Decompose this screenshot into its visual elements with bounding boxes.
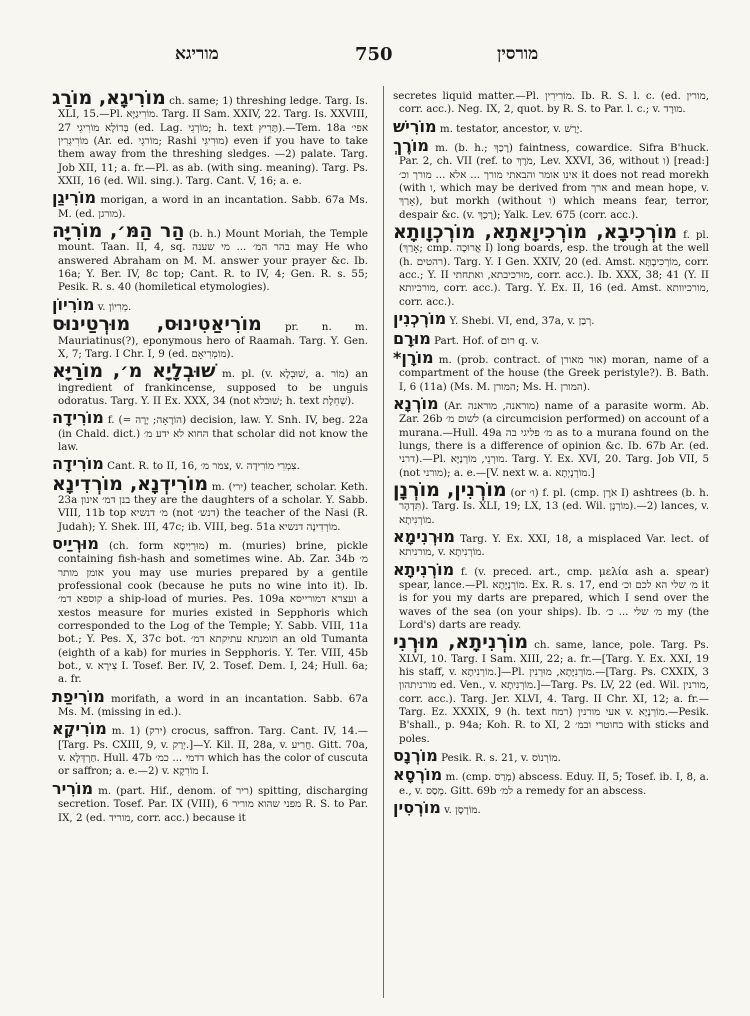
entry-definition: (ch. form מוּרְיְיסָא) m. (muries) brine, pickle containing fish-hash and sometimes wine. Ab. Zar. 34b מ׳ אומן מותר you may use muries prepared by a gentile professional cook (because he puts no wine into it). Ib. קוספא דמ׳ a ship-load of muries. Pes. 109a ועצרא דמורייסא a xestos measure for muries existed in Sepphoris which corresponded to the Log of the Temple; Y. Sabb. VIII, 11a bot.; Y. Pes. X, 37c bot. תומנתא עתיקתא דמ׳ an old Tumanta (eighth of a kab) for muries in Sepphoris. Y. Ter. VIII, 45b bot., v. צִירָא I. Tosef. Ber. IV, 2. Tosef. Dem. I, 24; Hull. 6a; a. fr. — [58, 539, 368, 686]
entry-headword: מוּרָם — [393, 328, 431, 348]
entry-headword: מוּרְיַיס — [52, 533, 99, 553]
dictionary-entry — [393, 526, 709, 560]
dictionary-entry — [52, 220, 368, 295]
entry-definition: v. מוֹרְסָן. — [444, 804, 481, 817]
entry-headword: מוֹרְסָא — [393, 765, 443, 785]
dictionary-entry — [52, 533, 368, 687]
entry-definition: m. (part. Hif., denom. of ריר) spitting, discharging secretion. Tosef. Par. IX (VIII), 6 מפני שהוא מוריר R. S. to Par. IX, 2 (ed. מוריד, corr. acc.) because it — [58, 784, 368, 824]
entry-headword: מוֹרְנִין, מוֹרְנָן — [393, 478, 507, 501]
entry-definition: ch. same, lance, pole. Targ. Ps. XLVI, 10. Targ. I Sam. XIII, 22; a. fr.—[Targ. Y. Ex. XXI, 19 his staff, v. מוֹרְנִיתָא.]—Pl. מוֹרְנִיָּתָא, מוּרְנִין.—[Targ. Ps. CXXIX, 3 מורניתהון ed. Ven., v. מוֹרְנִיתָא.]—Targ. Ps. LV, 22 (ed. Wil. מורנין, corr. acc.). Targ. Jer. XLVI, 4. Targ. II Chr. XI, 12; a. fr.—Targ. Ez. XXXIX, 9 (h. text רמח) אעי מורנין v. מוֹרְנָיָא.—Pesik. B'shall., p. 94a; Koh. R. to XI, 2 בחוטרי ובמ׳ with sticks and poles. — [399, 639, 709, 745]
dictionary-entry — [393, 478, 709, 527]
dictionary-entry — [393, 90, 709, 117]
entry-definition: pr. n. m. Mauriatinus(?), eponymous hero of Raamah. Targ. Y. Gen. X, 7; Targ. I Chr. I, 9 (ed. מוֹמְרִיאָם). — [58, 321, 368, 360]
dictionary-entry — [393, 138, 709, 222]
page-number: 750 — [355, 44, 393, 65]
dictionary-entry — [393, 800, 709, 817]
entry-definition: f. pl. (אָרַךְ; cmp. אֲרוּכָה I) long boards, esp. the trough at the well (h. רהטים). Targ. Y. I Gen. XXIV, 20 (ed. Amst. מוֹרְכִיבָתָּא, corr. acc.; Y. II מוּרכיבתא, ואתחתי, corr. acc.). Ib. XXX, 38; 41 (Y. II מורכיותא, corr. acc.). Targ. Y. Ex. II, 16 (ed. Amst. מורכיוותא, corr. acc.). — [399, 229, 709, 308]
entry-headword: מוֹרִיאַטִינוּס, מוּרְטַינוּס — [52, 313, 262, 336]
dictionary-entry — [52, 294, 368, 314]
left-column — [52, 90, 368, 1000]
entry-headword: מוֹרִיגַן — [52, 188, 97, 208]
dictionary-entry — [393, 347, 709, 394]
dictionary-entry — [52, 778, 368, 825]
page-header — [0, 44, 750, 72]
entry-headword: מוֹרֶךְ — [393, 136, 429, 156]
dictionary-entry — [393, 328, 709, 348]
entry-definition: morigan, a word in an incantation. Sabb. 67a Ms. M. (ed. מורגן). — [58, 194, 368, 220]
entry-headword: מוֹרִיר — [52, 778, 94, 798]
entry-definition: secretes liquid matter.—Pl. מוֹרִירִין. Ib. R. S. l. c. (ed. מורין, corr. acc.). Neg. IX, 2, quot. by R. S. to Par. l. c.; v. מוּרָד. — [393, 90, 709, 116]
entry-headword: הַר הַמּ׳, מוֹרִיָּה — [52, 220, 185, 243]
dictionary-entry — [52, 456, 368, 473]
entry-headword: שׁוּבְלָיָא מ׳, מוֹרַיָּא — [52, 360, 216, 383]
entry-definition: f. (v. preced. art., cmp. μελία ash a. spear) spear, lance.—Pl. מוֹרְנָיָּתָא. Ex. R. s. 17, end מ׳ שלי הא לכם וכ׳ it is for you my darts are prepared, which I send over the waves of the sea (on your ships). Ib. מ׳ שלי ... כ׳ my (the Lord's) darts are ready. — [399, 565, 709, 632]
entry-definition: m. (b. h.; רָכַךְ) faintness, cowardice. Sifra B'huck. Par. 2, ch. VII (ref. to מֹרֶךְ, Lev. XXVI, 36, without ו) [read:] אינו אומר והבאתי מורך ... אלא ... מורך וכ׳ it does not read morekh (with ו, which may be derived from ארך and mean hope, v. אָרַךְ), but morkh (without ו) which means fear, terror, despair &c. (v. רָכַךְ); Yalk. Lev. 675 (corr. acc.). — [399, 142, 709, 221]
entry-headword: מוֹרְנִיתָא, מוּרְנִי — [393, 631, 529, 654]
entry-definition: f. (= הוֹרָאָה; יָרָה) decision, law. Y. Snh. IV, beg. 22a (in Chald. dict.) החוא לא ידע מ׳ that scholar did not know the law. — [58, 414, 368, 453]
dictionary-entry — [393, 393, 709, 480]
entry-headword: מוֹרְסִין — [393, 798, 441, 818]
entry-headword: מוֹרְנִיתָא — [393, 559, 455, 579]
entry-definition: m. (cmp. מְרַס) abscess. Eduy. II, 5; Tosef. ib. I, 8, a. e., v. מְסַס. Gitt. 69b למ׳ a remedy for an abscess. — [399, 771, 709, 797]
entry-headword: מוֹרִידְנָא, מוֹרְדִינָא — [52, 472, 209, 495]
dictionary-entry — [393, 311, 709, 328]
entry-headword: מוּרְנִימָא — [393, 526, 455, 546]
entry-headword: מוֹרִידָה — [52, 454, 104, 474]
entry-definition: m. 1) (ירק) crocus, saffron. Targ. Cant. IV, 14.—[Targ. Ps. CXIII, 9, v. יְרַק.]—Y. Kil. II, 28a, v. חֲרִיע. Gitt. 70a, v. חַרְדְּלָא. Hull. 47b דדמי ... כמ׳ which has the color of cuscuta or saffron; a. e.—2) v. מוֹרִקָא I. — [58, 725, 368, 778]
entry-definition: m. pl. (v. שׁוּבְלָא, a. מוֹר) an ingredient of frankincense, supposed to be unguis odoratus. Targ. Y. II Ex. XXX, 34 (not שׁוּבלא; h. text שְׁחֵלֶת). — [58, 368, 368, 407]
dictionary-entry — [393, 559, 709, 633]
entry-headword: מוֹרִיפַת — [52, 686, 105, 706]
entry-definition: Targ. Y. Ex. XXI, 18, a misplaced Var. lect. of מורניתא, v. מוֹרְנִיתָא. — [399, 532, 709, 559]
entry-definition: Cant. R. to II, 16, צמר מ׳, v. צִמְרִי מוֹרִידָה. — [107, 460, 300, 473]
entry-headword: מוֹרְנָא — [393, 393, 439, 413]
entry-definition: m. testator, ancestor, v. יָרַשׁ. — [439, 122, 583, 135]
entry-headword: מוֹרִיוֹן — [52, 294, 95, 314]
dictionary-entry — [52, 686, 368, 720]
entry-headword: מוֹרְכְנִין — [393, 309, 447, 329]
dictionary-entry — [52, 721, 368, 778]
entry-definition: ch. same; 1) threshing ledge. Targ. Is. XLI, 15.—Pl. מוֹרִיגַיָּא. Targ. II Sam. XXIV, 22. Targ. Is. XXVIII, 27 בְּרוֹלָא מוֹרִיגֵי (ed. Lag. מוֹרְגֵי; h. text תָּרִיץ).—Tem. 18a אפי׳ מוֹרִיגְרִין (Ar. ed. מוֹרגֵי; Rashi מוּרִיגֵּי) even if you have to take them away from the threshing sledges. —2) palate. Targ. Job XII, 11; a. fr.—Pl. as ab. (with sing. meaning). Targ. Ps. XXII, 16 (ed. Wil. sing.). Targ. Cant. V, 16; a. e. — [58, 95, 368, 188]
entry-definition: Y. Shebi. VI, end, 37a, v. רְבַן. — [449, 315, 595, 328]
dictionary-entry — [52, 90, 368, 188]
entry-headword: מוֹרָן* — [393, 347, 434, 367]
entry-headword: מוֹרִידָה — [52, 408, 104, 428]
header-right-catchword: מורסין — [497, 44, 539, 64]
entry-definition: Pesik. R. s. 21, v. מוֹרְנוֹס. — [441, 752, 561, 765]
dictionary-entry — [393, 748, 709, 765]
entry-definition: v. מְרִיוֹן. — [97, 300, 132, 313]
entry-definition: Part. Hof. of רום q. v. — [434, 334, 540, 347]
dictionary-entry — [393, 631, 709, 746]
dictionary-entry — [393, 767, 709, 798]
entry-definition: (b. h.) Mount Moriah, the Temple mount. Taan. II, 4, sq. בהר המ׳ ... מי שענה may He who answered Abraham on M. M. answer your prayer &c. Ib. 16a; Y. Ber. IV, 8c top; Cant. R. to IV, 4; Gen. R. s. 55; Pesik. R. s. 40 (homiletical etymologies). — [58, 228, 368, 294]
dictionary-entry — [52, 472, 368, 534]
entry-headword: מוֹרְכִיבָא, מוֹרְכִיוָאתָא, מוֹרְכְוָותָא — [393, 221, 678, 244]
right-column — [393, 90, 709, 1000]
entry-definition: m. (prob. contract. of אוּר מאורן) moran, name of a compartment of the house (the Greek peristyle?). B. Bath. I, 6 (11a) (Ms. M. המורן; Ms. H. המורן). — [399, 353, 709, 393]
entry-definition: (Ar. מוראנה, מוראנה) name of a parasite worm. Ab. Zar. 26b לשום מ׳ (a circumcision performed) on account of a murana.—Hull. 49a מ׳ פליגי בה as to a murana found on the lungs, there is a difference of opinion &c. Ib. 67b Ar. (ed. דרני).—Pl. מוּרְנֵי, מוֹרְנַיָּא. Targ. Y. Ex. XVI, 20. Targ. Job VII, 5 (not מורני); a. e.—[V. next w. a. מוֹרְנָיְתָא.] — [399, 399, 709, 479]
entry-definition: (or ו׳) f. pl. (cmp. אֹרֶן I) ashtrees (b. h. תִּדְהָר). Targ. Is. XLI, 19; LX, 13 (ed. Wil. מוֹרְנָן).—2) lances, v. מוֹרְנִיתָא. — [399, 486, 709, 526]
dictionary-entry — [52, 410, 368, 454]
entry-headword: מוֹרְנָס — [393, 746, 438, 766]
dictionary-entry — [393, 116, 709, 136]
entry-definition: morifath, a word in an incantation. Sabb. 67a Ms. M. (missing in ed.). — [58, 692, 368, 719]
dictionary-entry — [393, 221, 709, 309]
entry-headword: מוֹרִישׁ — [393, 116, 437, 136]
dictionary-entry — [52, 190, 368, 221]
entry-definition: m. (ירי) teacher, scholar. Keth. 23a בנן דמ׳ אינון they are the daughters of a scholar. Y. Sabb. VIII, 11b top מ׳ דנשיא (not דנש׳) the teacher of the Nasi (R. Judah); Y. Shek. III, 47c; ib. VIII, beg. 51a מוֹרְדִינָה דנשיא. — [58, 480, 368, 533]
dictionary-entry — [52, 313, 368, 361]
entry-headword: מוֹרִיקָא — [52, 719, 107, 739]
column-divider — [383, 86, 384, 998]
entry-headword: מוֹרִיגָא, מוֹרַג — [52, 90, 166, 109]
header-left-catchword: מוריגא — [175, 44, 219, 64]
dictionary-entry — [52, 360, 368, 408]
